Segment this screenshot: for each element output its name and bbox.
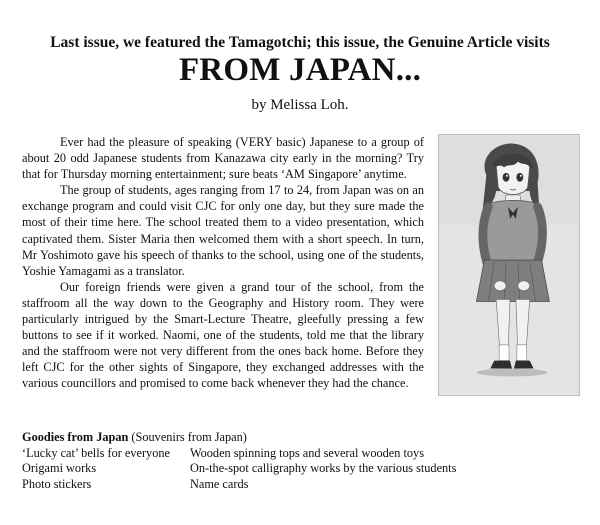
goodies-subheading: (Souvenirs from Japan) [128, 430, 247, 444]
goodies-item: Wooden spinning tops and several wooden toys [190, 445, 424, 460]
goodies-item: Name cards [190, 476, 249, 491]
goodies-heading-line [22, 430, 582, 446]
anime-schoolgirl-illustration [438, 134, 580, 396]
kicker-line: Last issue, we featured the Tamagotchi; this issue, the Genuine Article visits [50, 34, 550, 51]
goodies-item: ‘Lucky cat’ bells for everyone [22, 445, 170, 460]
article-paragraph: Ever had the pleasure of speaking (VERY basic) Japanese to a group of about 20 odd Japanese students from Kanazawa city early in the morning? Try that for Thursday morning entertainment; sure beats ‘AM Singapore’ anytime. [22, 135, 424, 182]
goodies-item: On-the-spot calligraphy works by the various students [190, 461, 457, 475]
goodies-section [22, 430, 582, 492]
goodies-heading: Goodies from Japan [22, 430, 129, 444]
article-paragraph: Our foreign friends were given a grand tour of the school, from the staffroom all the way down to the Geography and History room. They were particularly intrigued by the Smart-Lecture Theatre, gleefully pressing a few buttons to see if it worked. Naomi, one of the students, told me that the library and the staffroom were not very different from the ones back home. Before they left CJC for the other sights of Singapore, they exchanged addresses with the various councillors and promised to come back whenever they had the chance. [22, 279, 424, 391]
article-paragraph: The group of students, ages ranging from 17 to 24, from Japan was on an exchange program and could visit CJC for only one day, but they sure made the most of their time here. The school treated them to a video presentation, which captivated them. Sister Maria then welcomed them with a short speech. In turn, Mr Yoshimoto gave his speech of thanks to the school, using one of the students, Yoshie Yamagami as a translator. [22, 183, 424, 278]
byline: by Melissa Loh. [251, 97, 349, 113]
goodies-list [22, 446, 582, 493]
article-body [22, 134, 424, 392]
goodies-item: Photo stickers [22, 476, 92, 491]
headline: FROM JAPAN... [178, 52, 422, 88]
goodies-item: Origami works [22, 461, 97, 475]
